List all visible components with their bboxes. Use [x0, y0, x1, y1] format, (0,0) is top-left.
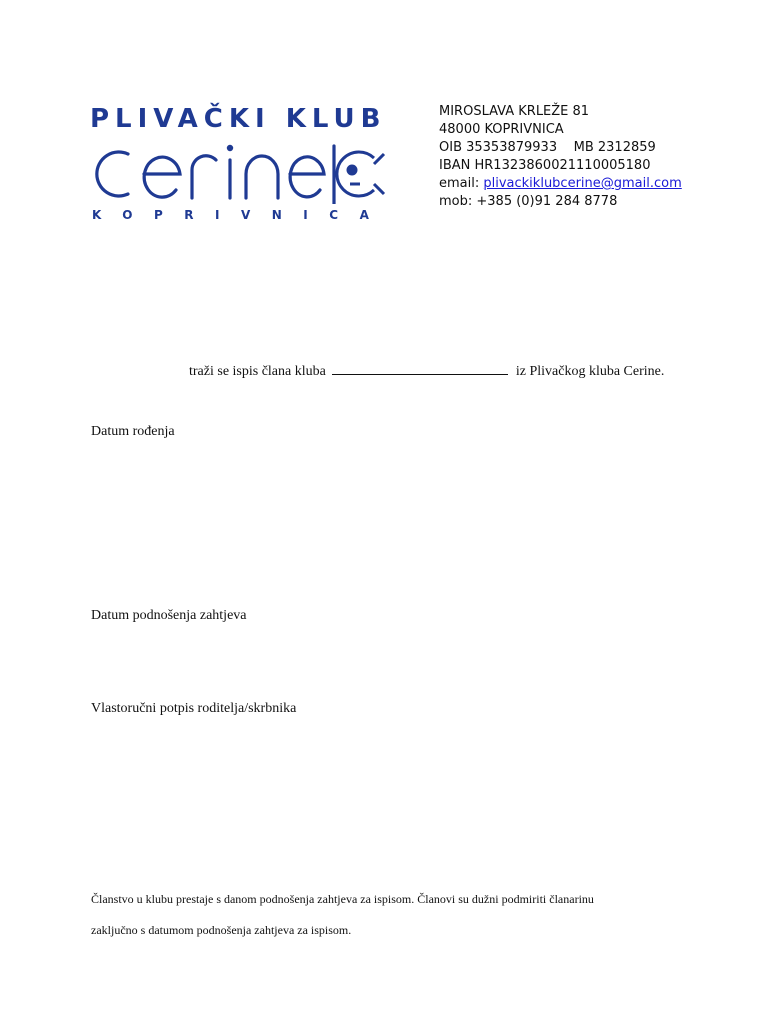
birth-date-label: Datum rođenja: [91, 424, 175, 439]
mobile: mob: +385 (0)91 284 8778: [439, 194, 618, 209]
iban: IBAN HR1323860021110005180: [439, 158, 651, 173]
city: 48000 KOPRIVNICA: [439, 122, 564, 137]
note-line-1: Članstvo u klubu prestaje s danom podnošenja zahtjeva za ispisom. Članovi su dužni podmiriti članarinu: [91, 892, 594, 906]
submission-date-label: Datum podnošenja zahtjeva: [91, 608, 247, 623]
member-name-blank[interactable]: [332, 362, 508, 375]
signature-label: Vlastoručni potpis roditelja/skrbnika: [91, 701, 297, 716]
email-link[interactable]: plivackiklubcerine@gmail.com: [483, 176, 682, 191]
email-line: [439, 175, 682, 193]
fish-icon: [337, 152, 384, 196]
request-sentence: [189, 362, 664, 380]
logo-title: PLIVAČKI KLUB: [90, 104, 387, 134]
request-suffix: iz Plivačkog kluba Cerine.: [515, 364, 665, 379]
tax-ids: OIB 35353879933 MB 2312859: [439, 140, 656, 155]
logo-wordmark: [88, 142, 388, 204]
email-label: email:: [439, 176, 484, 191]
contact-info: [439, 103, 682, 211]
logo-subtitle: KOPRIVNICA: [92, 208, 391, 222]
request-prefix: traži se ispis člana kluba: [189, 364, 326, 379]
membership-note: [91, 884, 691, 946]
address: MIROSLAVA KRLEŽE 81: [439, 104, 590, 119]
note-line-2: zaključno s datumom podnošenja zahtjeva za ispisom.: [91, 923, 352, 937]
club-logo: [88, 104, 391, 228]
